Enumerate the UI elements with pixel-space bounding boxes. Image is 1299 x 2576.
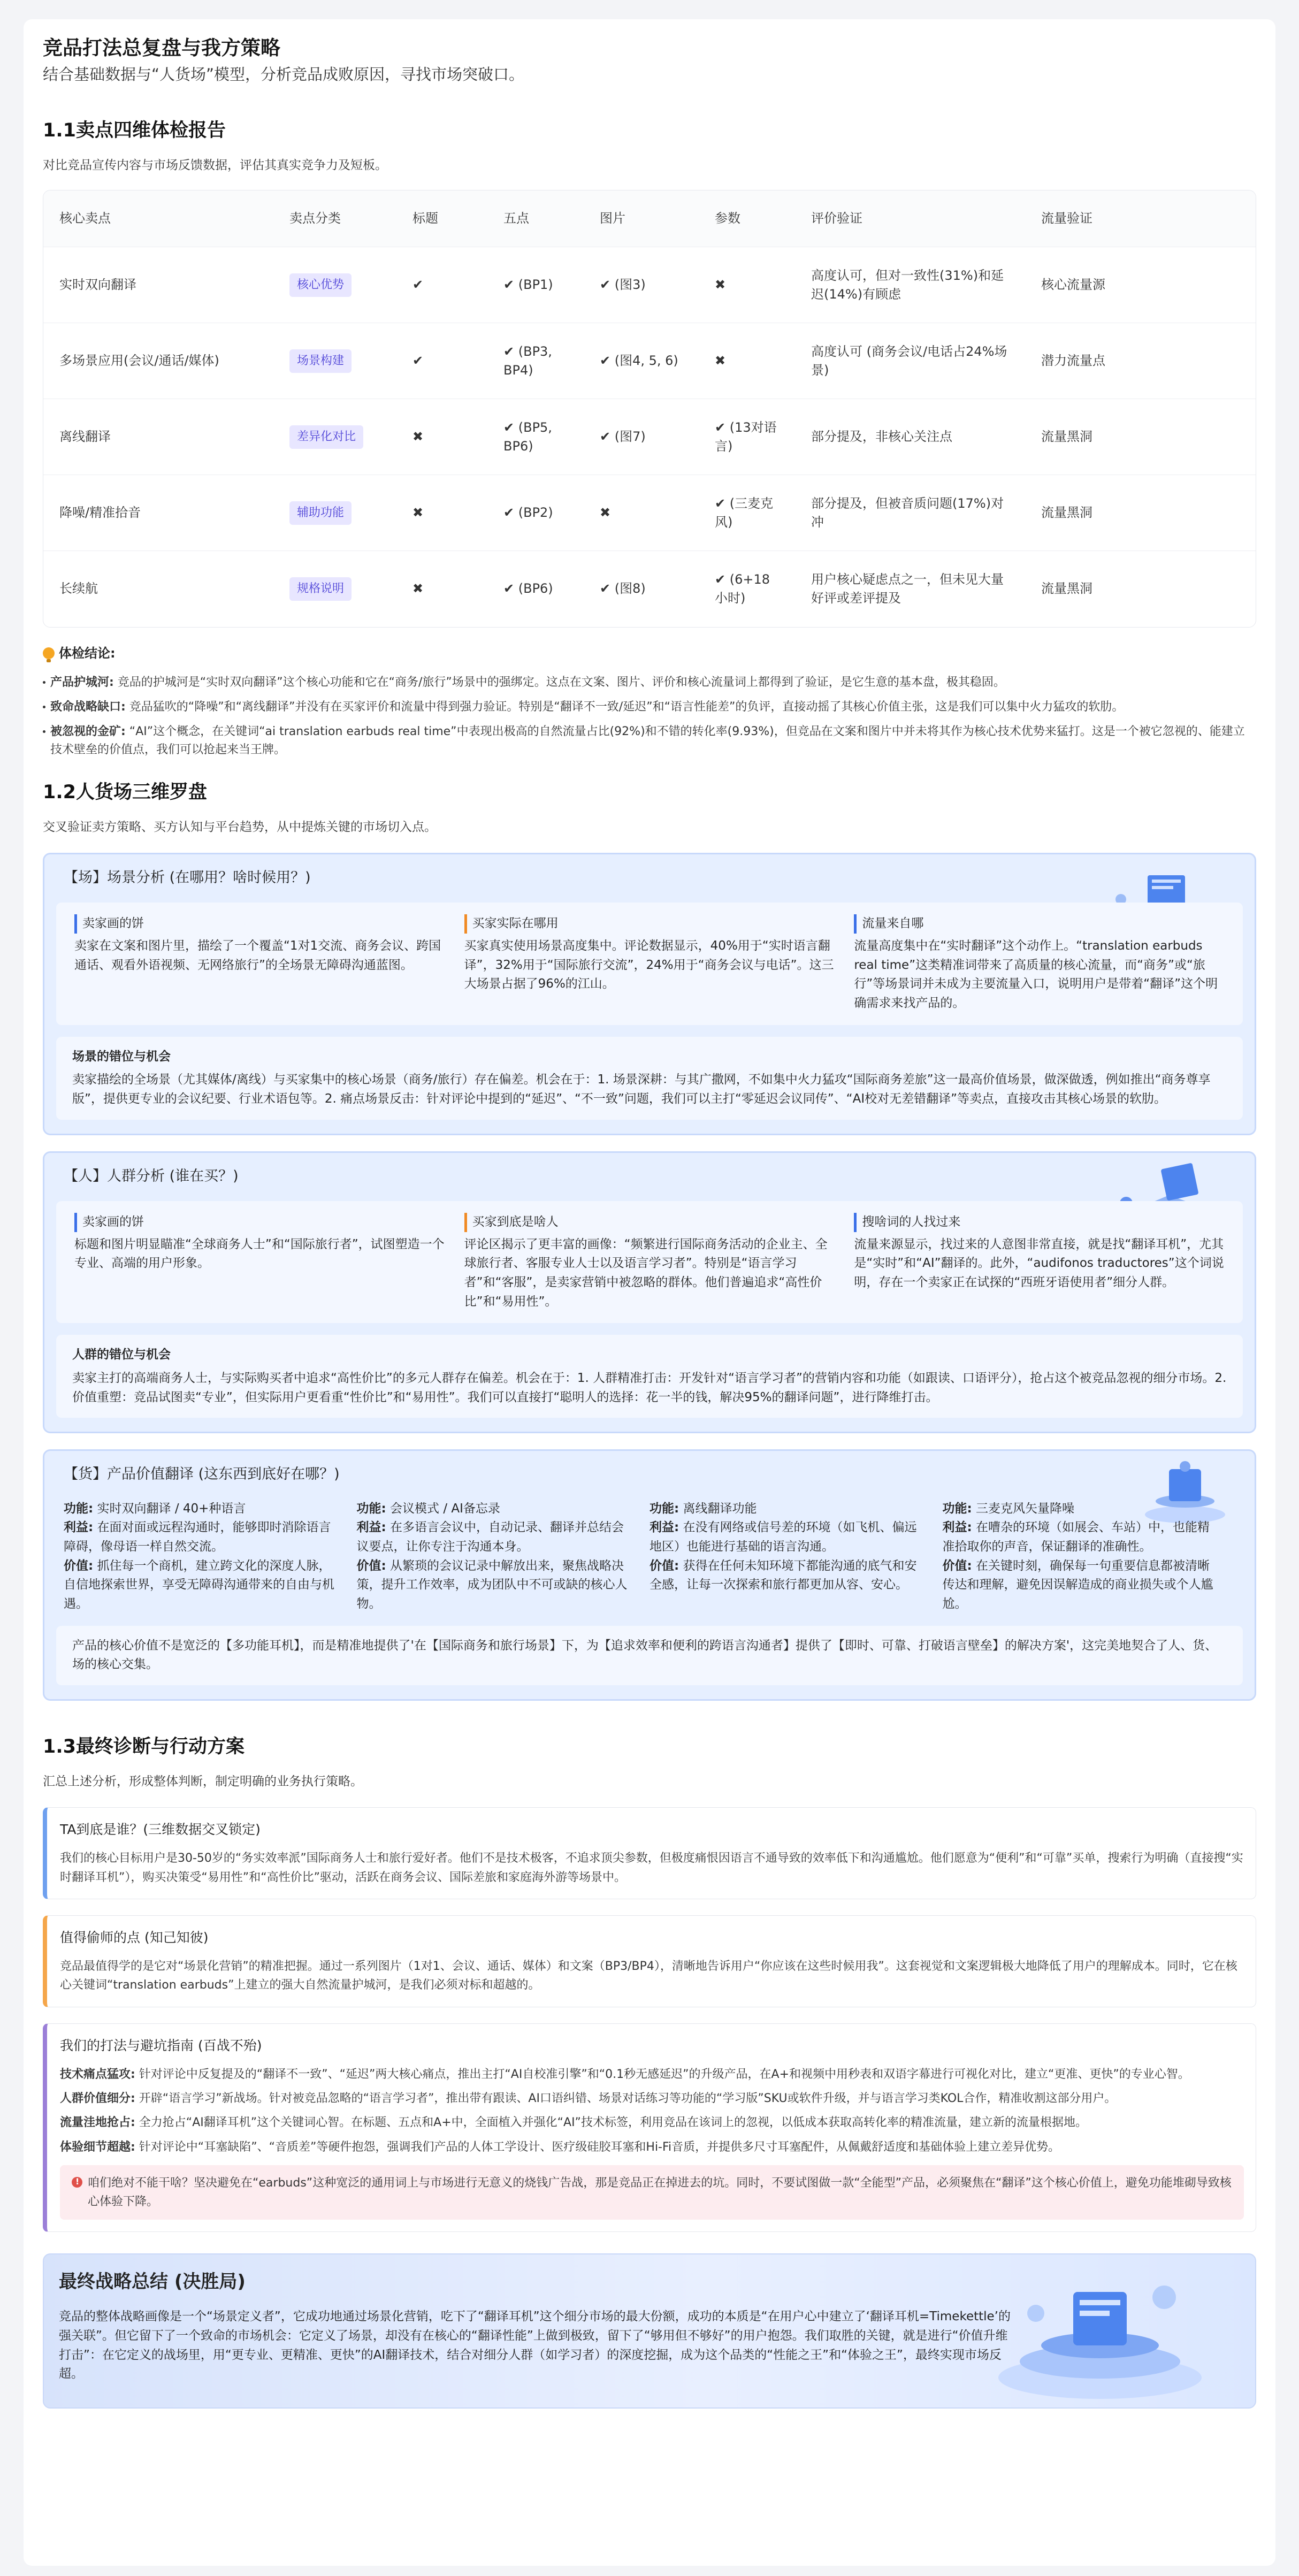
conclusion-text: 竞品的护城河是“实时双向翻译”这个核心功能和它在“商务/旅行”场景中的强绑定。这点在文案、图片、评价和核心流量词上都得到了验证，是它生意的基本盘，极其稳固。	[113, 675, 1005, 689]
table-cell: ✖	[699, 247, 795, 323]
value-label: 价值:	[356, 1558, 386, 1573]
page-subtitle: 结合基础数据与“人货场”模型，分析竞品成败原因，寻找市场突破口。	[43, 65, 525, 84]
warning-icon	[72, 2177, 82, 2188]
table-header-cell: 参数	[699, 190, 795, 247]
table-cell: 降噪/精准拾音	[43, 475, 273, 551]
table-header-cell: 五点	[487, 190, 584, 247]
comparison-column	[65, 1213, 455, 1311]
plan-item-label: 流量洼地抢占:	[60, 2116, 135, 2130]
conclusion-label: 产品护城河:	[50, 675, 114, 689]
table-header-cell: 标题	[396, 190, 487, 247]
plan-item-text: 针对评论中反复提及的“翻译不一致”、“延迟”两大核心痛点，推出主打“AI自校准引擎”和“0.1秒无感延迟”的升级产品，在A+和视频中用秒表和双语字幕进行可视化对比，建立“更准、更快”的专业心智。	[135, 2068, 1190, 2082]
box-text: 产品的核心价值不是宽泛的【多功能耳机】，而是精准地提供了'在【国际商务和旅行场景】下，为【追求效率和便利的跨语言沟通者】提供了【即时、可靠、打破语言壁垒】的解决方案'，这完美地契合了人、货、场的核心交集。	[72, 1638, 1218, 1672]
warning-box	[60, 2165, 1244, 2220]
column-text: 买家真实使用场景高度集中。评论数据显示，40%用于“实时语言翻译”，32%用于“国际旅行交流”，24%用于“商务会议与电话”。这三大场景占据了96%的江山。	[464, 939, 834, 991]
card-heading: TA到底是谁？(三维数据交叉锁定)	[60, 1821, 261, 1837]
box-title: 场景的错位与机会	[72, 1049, 171, 1064]
category-tag: 规格说明	[289, 577, 352, 601]
table-row	[43, 323, 1256, 399]
table-cell: ✔ (BP1)	[487, 247, 584, 323]
table-cell: 实时双向翻译	[43, 247, 273, 323]
section-desc-1-3: 汇总上述分析，形成整体判断，制定明确的业务执行策略。	[43, 1775, 363, 1789]
column-text: 流量高度集中在“实时翻译”这个动作上。“translation earbuds real time”这类精准词带来了高质量的核心流量，而“商务”或“旅行”等场景词并未成为主要流量入口，说明用户是带着“翻译”这个明确需求来找产品的。	[854, 939, 1218, 1011]
table-cell: 流量黑洞	[1025, 475, 1256, 551]
table-cell: 长续航	[43, 551, 273, 627]
table-row	[43, 247, 1256, 323]
plan-item-label: 技术痛点猛攻:	[60, 2068, 135, 2082]
final-strategy-card	[43, 2253, 1256, 2409]
table-cell: ✖	[396, 551, 487, 627]
product-value-column	[943, 1500, 1236, 1614]
page-title: 竞品打法总复盘与我方策略	[43, 36, 280, 59]
feature-text: 离线翻译功能	[679, 1501, 757, 1516]
column-title: 卖家画的饼	[74, 914, 445, 934]
column-text: 标题和图片明显瞄准“全球商务人士”和“国际旅行者”，试图塑造一个专业、高端的用户形象。	[74, 1237, 445, 1271]
plan-item	[60, 2065, 1244, 2084]
section-title-1-3: 1.3最终诊断与行动方案	[43, 1736, 245, 1757]
table-row	[43, 475, 1256, 551]
conclusion-label: 致命战略缺口:	[50, 700, 126, 714]
conclusion-label: 被忽视的金矿:	[50, 724, 126, 738]
conclusion-list	[43, 674, 1256, 759]
table-cell: 流量黑洞	[1025, 551, 1256, 627]
section-title-1-1: 1.1卖点四维体检报告	[43, 119, 226, 141]
feature-text: 实时双向翻译 / 40+种语言	[93, 1501, 246, 1516]
benefit-text: 在多语言会议中，自动记录、翻译并总结会议要点，让你专注于沟通本身。	[356, 1520, 624, 1554]
table-cell: ✔ (BP5, BP6)	[487, 399, 584, 475]
table-cell: 部分提及，非核心关注点	[795, 399, 1025, 475]
opportunity-box	[56, 1037, 1243, 1120]
feature-label: 功能:	[650, 1501, 679, 1516]
table-cell: ✖	[699, 323, 795, 399]
plan-item-text: 针对评论中“耳塞缺陷”、“音质差”等硬件抱怨，强调我们产品的人体工学设计、医疗级硅胶耳塞和Hi-Fi音质，并提供多尺寸耳塞配件，从佩戴舒适度和基础体验上建立差异优势。	[135, 2140, 1060, 2154]
card-text: 竞品最值得学的是它对“场景化营销”的精准把握。通过一系列图片（1对1、会议、通话、媒体）和文案（BP3/BP4），清晰地告诉用户“你应该在这些时候用我”。这套视觉和文案逻辑极大地降低了用户的理解成本。同时，它在核心关键词“translation earbuds”上建立的强大自然流量护城河，是我们必须对标和超越的。	[60, 1960, 1237, 1992]
benefit-text: 在没有网络或信号差的环境（如飞机、偏远地区）也能进行基础的语言沟通。	[650, 1520, 917, 1554]
table-cell: ✖	[584, 475, 699, 551]
table-cell: ✔ (13对语言)	[699, 399, 795, 475]
list-item	[43, 674, 1256, 692]
comparison-row	[56, 1201, 1243, 1323]
table-cell: 多场景应用(会议/通话/媒体)	[43, 323, 273, 399]
card-heading: 值得偷师的点 (知己知彼)	[60, 1929, 209, 1945]
plan-item	[60, 2089, 1244, 2108]
table-cell: ✔ (三麦克风)	[699, 475, 795, 551]
conclusion-title: 体检结论:	[59, 645, 116, 661]
category-tag: 场景构建	[289, 349, 352, 373]
table-cell: 用户核心疑虑点之一，但未见大量好评或差评提及	[795, 551, 1025, 627]
table-cell: ✖	[396, 399, 487, 475]
table-row	[43, 399, 1256, 475]
table-header-cell: 核心卖点	[43, 190, 273, 247]
table-cell: ✔ (BP3, BP4)	[487, 323, 584, 399]
box-text: 卖家描绘的全场景（尤其媒体/离线）与买家集中的核心场景（商务/旅行）存在偏差。机会在于：1. 场景深耕：与其广撒网，不如集中火力猛攻“国际商务差旅”这一最高价值场景，做深做透，例如推出“商务尊享版”，提供更专业的会议纪要、行业术语包等。2. 痛点场景反击：针对评论中提到的“延迟”、“不一致”问题，我们可以主打“零延迟会议同传”、“AI校对无差错翻译”等卖点，直接攻击其核心场景的软肋。	[72, 1073, 1211, 1106]
conclusion-heading	[43, 644, 1256, 663]
benefit-text: 在嘈杂的环境（如展会、车站）中，也能精准拾取你的声音，保证翻译的准确性。	[942, 1520, 1210, 1554]
warning-text: 咱们绝对不能干啥？坚决避免在“earbuds”这种宽泛的通用词上与市场进行无意义的烧钱广告战，那是竞品正在掉进去的坑。同时，不要试图做一款“全能型”产品，必须聚焦在“翻译”这个核心价值上，避免功能堆砌导致核心体验下降。	[88, 2176, 1232, 2209]
table-cell: ✔ (6+18小时)	[699, 551, 795, 627]
category-tag: 差异化对比	[289, 425, 363, 449]
table-cell: ✔ (图7)	[584, 399, 699, 475]
column-title: 卖家画的饼	[74, 1213, 445, 1232]
report-page	[24, 19, 1275, 2566]
opportunity-box	[56, 1335, 1243, 1418]
list-item	[43, 723, 1256, 759]
column-title: 买家到底是啥人	[464, 1213, 835, 1232]
lightbulb-icon	[43, 647, 55, 659]
ta-diagnosis-card	[43, 1807, 1256, 1899]
card-heading: 【人】人群分析 (谁在买？)	[64, 1167, 239, 1184]
table-header-row	[43, 190, 1256, 247]
table-cell: ✔ (图8)	[584, 551, 699, 627]
table-cell: ✔	[396, 323, 487, 399]
plan-item-text: 全力抢占“AI翻译耳机”这个关键词心智。在标题、五点和A+中，全面植入并强化“AI”技术标签，利用竞品在该词上的忽视，以低成本获取高转化率的精准流量，建立新的流量根据地。	[135, 2116, 1087, 2130]
table-cell: ✔ (BP6)	[487, 551, 584, 627]
table-cell: 离线翻译	[43, 399, 273, 475]
column-title: 流量来自哪	[854, 914, 1225, 934]
value-label: 价值:	[650, 1558, 679, 1573]
comparison-column	[844, 914, 1234, 1013]
table-header-cell: 图片	[584, 190, 699, 247]
card-text: 我们的核心目标用户是30-50岁的“务实效率派”国际商务人士和旅行爱好者。他们不是技术极客，不追求顶尖参数，但极度痛恨因语言不通导致的效率低下和沟通尴尬。他们愿意为“便利”和“可靠”买单，搜索行为明确（直接搜“实时翻译耳机”），购买决策受“易用性”和“高性价比”驱动，活跃在商务会议、国际差旅和家庭海外游等场景中。	[60, 1852, 1243, 1884]
value-text: 在关键时刻，确保每一句重要信息都被清晰传达和理解，避免因误解造成的商业损失或个人尴尬。	[942, 1558, 1213, 1611]
box-text: 卖家主打的高端商务人士，与实际购买者中追求“高性价比”的多元人群存在偏差。机会在于：1. 人群精准打击：开发针对“语言学习者”的营销内容和功能（如跟读、口语评分），抢占这个被竞品忽视的细分市场。2. 价值重塑：竞品试图卖“专业”，但实际用户更看重“性价比”和“易用性”。我们可以直接打“聪明人的选择：花一半的钱，解决95%的翻译问题”，进行降维打击。	[72, 1371, 1227, 1404]
table-cell: 潜力流量点	[1025, 323, 1256, 399]
table-cell: 流量黑洞	[1025, 399, 1256, 475]
feature-label: 功能:	[942, 1501, 972, 1516]
table-header-cell: 评价验证	[795, 190, 1025, 247]
benefit-label: 利益:	[356, 1520, 386, 1535]
value-text: 抓住每一个商机，建立跨文化的深度人脉，自信地探索世界，享受无障碍沟通带来的自由与机遇。	[64, 1558, 334, 1611]
table-cell: ✖	[396, 475, 487, 551]
comparison-row	[56, 903, 1243, 1025]
table-cell: 核心流量源	[1025, 247, 1256, 323]
comparison-column	[844, 1213, 1234, 1311]
category-tag: 核心优势	[289, 273, 352, 297]
product-value-column	[64, 1500, 357, 1614]
final-text: 竞品的整体战略画像是一个“场景定义者”，它成功地通过场景化营销，吃下了“翻译耳机”这个细分市场的最大份额，成功的本质是“在用户心中建立了‘翻译耳机=Timekettle’的强关联”。但它留下了一个致命的市场机会：它定义了场景，却没有在核心的“翻译性能”上做到极致，留下了“够用但不够好”的用户抱怨。我们取胜的关键，就是进行“价值升维打击”：在它定义的战场里，用“更专业、更精准、更快”的AI翻译技术，结合对细分人群（如学习者）的深度挖掘，成为这个品类的“性能之王”和“体验之王”，最终实现市场反超。	[59, 2310, 1011, 2381]
section-title-1-2: 1.2人货场三维罗盘	[43, 781, 208, 803]
benefit-label: 利益:	[64, 1520, 94, 1535]
column-title: 买家实际在哪用	[464, 914, 835, 934]
benefit-text: 在面对面或远程沟通时，能够即时消除语言障碍，像母语一样自然交流。	[64, 1520, 331, 1554]
card-heading: 【场】场景分析 (在哪用？啥时候用？)	[64, 869, 311, 886]
scene-analysis-card	[43, 853, 1256, 1135]
table-header-cell: 卖点分类	[273, 190, 396, 247]
card-heading: 我们的打法与避坑指南 (百战不殆)	[60, 2037, 262, 2053]
action-plan-card	[43, 2023, 1256, 2233]
plan-item	[60, 2138, 1244, 2157]
box-title: 人群的错位与机会	[72, 1348, 171, 1362]
people-analysis-card	[43, 1151, 1256, 1434]
category-tag: 辅助功能	[289, 501, 352, 525]
value-label: 价值:	[64, 1558, 94, 1573]
table-cell: ✔ (BP2)	[487, 475, 584, 551]
table-row	[43, 551, 1256, 627]
selling-point-table	[43, 190, 1256, 628]
table-cell: 部分提及，但被音质问题(17%)对冲	[795, 475, 1025, 551]
column-text: 卖家在文案和图片里，描绘了一个覆盖“1对1交流、商务会议、跨国通话、观看外语视频、无网络旅行”的全场景无障碍沟通蓝图。	[74, 939, 441, 972]
list-item	[43, 698, 1256, 716]
card-heading: 【货】产品价值翻译 (这东西到底好在哪？)	[64, 1466, 340, 1483]
plan-item-label: 人群价值细分:	[60, 2092, 135, 2106]
comparison-column	[455, 1213, 845, 1311]
product-value-column	[650, 1500, 943, 1614]
feature-text: 三麦克风矢量降噪	[972, 1501, 1075, 1516]
final-title: 最终战略总结 (决胜局)	[59, 2271, 246, 2293]
table-cell: 高度认可 (商务会议/电话占24%场景)	[795, 323, 1025, 399]
comparison-column	[455, 914, 845, 1013]
comparison-column	[65, 914, 455, 1013]
column-text: 评论区揭示了更丰富的画像：“频繁进行国际商务活动的企业主、全球旅行者、客服专业人士以及语言学习者”。特别是“语言学习者”和“客服”，是卖家营销中被忽略的群体。他们普遍追求“高性价比”和“易用性”。	[464, 1237, 828, 1309]
table-cell: 高度认可，但对一致性(31%)和延迟(14%)有顾虑	[795, 247, 1025, 323]
benefit-label: 利益:	[942, 1520, 972, 1535]
plan-item-text: 开辟“语言学习”新战场。针对被竞品忽略的“语言学习者”，推出带有跟读、AI口语纠错、场景对话练习等功能的“学习版”SKU或软件升级，并与语言学习类KOL合作，精准收割这部分用户。	[135, 2092, 1117, 2106]
feature-label: 功能:	[64, 1501, 94, 1516]
value-label: 价值:	[942, 1558, 972, 1573]
section-desc-1-1: 对比竞品宣传内容与市场反馈数据，评估其真实竞争力及短板。	[43, 158, 387, 173]
plan-item-label: 体验细节超越:	[60, 2140, 135, 2154]
value-text: 获得在任何未知环境下都能沟通的底气和安全感，让每一次探索和旅行都更加从容、安心。	[650, 1558, 917, 1592]
product-value-column	[357, 1500, 650, 1614]
isometric-platform-illustration-icon	[988, 2260, 1212, 2404]
table-cell: ✔ (图4, 5, 6)	[584, 323, 699, 399]
core-value-box	[56, 1626, 1243, 1685]
table-header-cell: 流量验证	[1025, 190, 1256, 247]
learn-from-competitor-card	[43, 1915, 1256, 2007]
benefit-label: 利益:	[650, 1520, 679, 1535]
column-title: 搜啥词的人找过来	[854, 1213, 1225, 1232]
column-text: 流量来源显示，找过来的人意图非常直接，就是找“翻译耳机”，尤其是“实时”和“AI”翻译的。此外，“audifonos traductores”这个词说明，存在一个卖家正在试探的“西班牙语使用者”细分人群。	[854, 1237, 1224, 1290]
plan-item	[60, 2113, 1244, 2132]
feature-text: 会议模式 / AI备忘录	[386, 1501, 500, 1516]
table-cell: ✔ (图3)	[584, 247, 699, 323]
conclusion-text: “AI”这个概念，在关键词“ai translation earbuds real time”中表现出极高的自然流量占比(92%)和不错的转化率(9.93%)，但竞品在文案和图片中并未将其作为核心技术优势来猛打。这是一个被它忽视的、能建立技术壁垒的价值点，我们可以抢起来当王牌。	[50, 724, 1245, 756]
table-cell: ✔	[396, 247, 487, 323]
product-value-card	[43, 1449, 1256, 1701]
feature-label: 功能:	[356, 1501, 386, 1516]
product-value-grid	[56, 1500, 1243, 1614]
section-desc-1-2: 交叉验证卖方策略、买方认知与平台趋势，从中提炼关键的市场切入点。	[43, 820, 437, 835]
value-text: 从繁琐的会议记录中解放出来，聚焦战略决策，提升工作效率，成为团队中不可或缺的核心人物。	[356, 1558, 628, 1611]
conclusion-text: 竞品猛吹的“降噪”和“离线翻译”并没有在买家评价和流量中得到强力验证。特别是“翻译不一致/延迟”和“语言性能差”的负评，直接动摇了其核心价值主张，这是我们可以集中火力猛攻的软肋。	[125, 700, 1124, 714]
